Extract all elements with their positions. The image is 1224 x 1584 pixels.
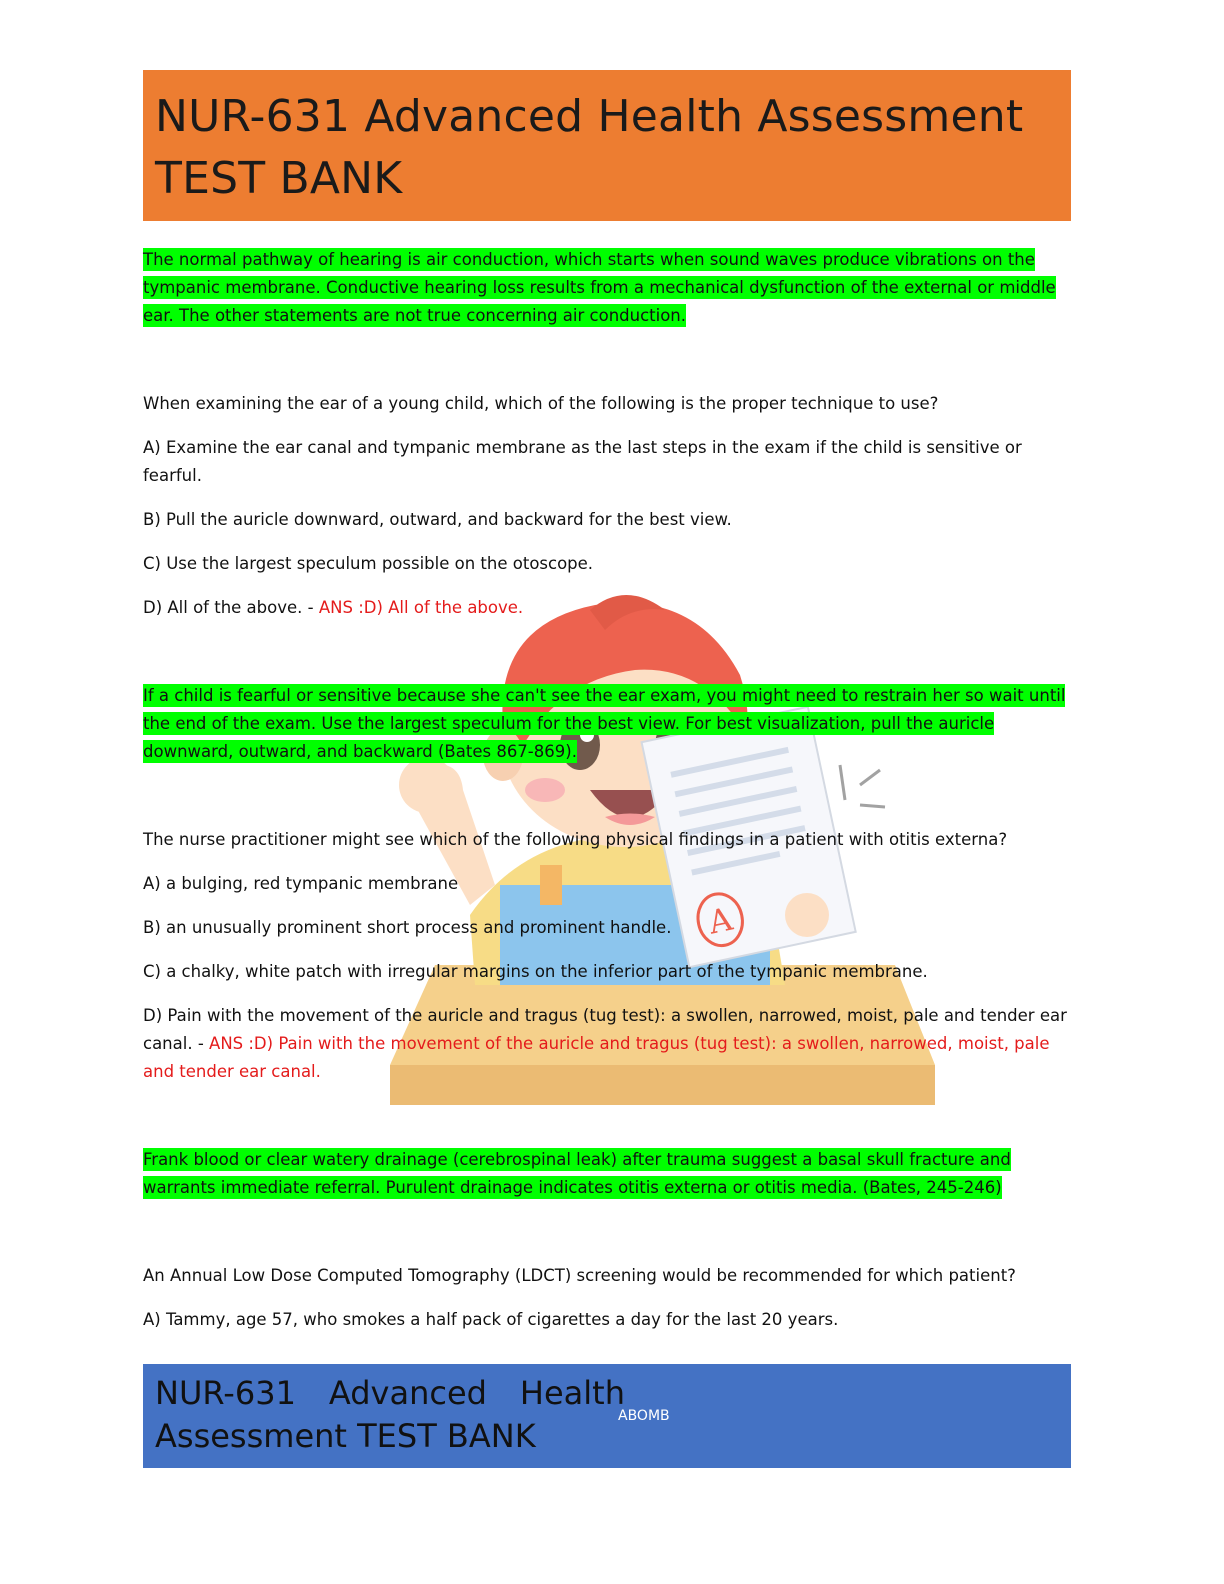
rationale-paragraph xyxy=(143,246,1071,330)
answer-option: B) Pull the auricle downward, outward, and backward for the best view. xyxy=(143,510,732,529)
header-banner xyxy=(143,70,1071,221)
grade-badge: A xyxy=(705,899,736,942)
footer-title: NUR-631 Advanced Health Assessment TEST BANK xyxy=(155,1374,625,1455)
answer-option: B) an unusually prominent short process and prominent handle. xyxy=(143,918,672,937)
answer-option: C) Use the largest speculum possible on the otoscope. xyxy=(143,554,594,573)
answer-key: ANS :D) Pain with the movement of the auricle and tragus (tug test): a swollen, narrowed, moist, pale and tender ear canal. xyxy=(143,1034,1050,1081)
highlighted-rationale: If a child is fearful or sensitive because she can't see the ear exam, you might need to restrain her so wait until the end of the exam. Use the largest speculum for the best view. For best visualization, pull the auricle downward, outward, and backward (Bates 867-869). xyxy=(143,686,1066,761)
answer-option: A) a bulging, red tympanic membrane xyxy=(143,874,459,893)
option-text: D) All of the above. - xyxy=(143,598,314,617)
footer-author: ABOMB xyxy=(618,1408,670,1424)
answer-option-with-key xyxy=(143,594,1071,622)
document-title: NUR-631 Advanced Health Assessment TEST BANK xyxy=(155,91,1024,204)
footer-banner xyxy=(143,1364,1071,1468)
question-stem: An Annual Low Dose Computed Tomography (LDCT) screening would be recommended for which patient? xyxy=(143,1266,1016,1285)
answer-key: ANS :D) All of the above. xyxy=(313,598,524,617)
rationale-paragraph xyxy=(143,682,1071,766)
question-stem: When examining the ear of a young child, which of the following is the proper technique to use? xyxy=(143,394,939,413)
answer-option: A) Examine the ear canal and tympanic membrane as the last steps in the exam if the child is sensitive or fearful. xyxy=(143,438,1022,485)
question-stem: The nurse practitioner might see which of the following physical findings in a patient with otitis externa? xyxy=(143,830,1008,849)
rationale-paragraph xyxy=(143,1146,1071,1202)
highlighted-rationale: Frank blood or clear watery drainage (cerebrospinal leak) after trauma suggest a basal skull fracture and warrants immediate referral. Purulent drainage indicates otitis externa or otitis media. (Bates, 245-246) xyxy=(143,1150,1011,1197)
answer-option: A) Tammy, age 57, who smokes a half pack of cigarettes a day for the last 20 years. xyxy=(143,1310,839,1329)
answer-option-with-key xyxy=(143,1002,1071,1086)
highlighted-rationale: The normal pathway of hearing is air conduction, which starts when sound waves produce vibrations on the tympanic membrane. Conductive hearing loss results from a mechanical dysfunction of the external or middle ear. The other statements are not true concerning air conduction. xyxy=(143,250,1056,325)
answer-option: C) a chalky, white patch with irregular margins on the inferior part of the tympanic membrane. xyxy=(143,962,928,981)
option-text: D) Pain with the movement of the auricle and tragus (tug test): a swollen, narrowed, moist, pale and tender ear canal. - xyxy=(143,1006,1067,1053)
document-body xyxy=(143,246,1071,1334)
